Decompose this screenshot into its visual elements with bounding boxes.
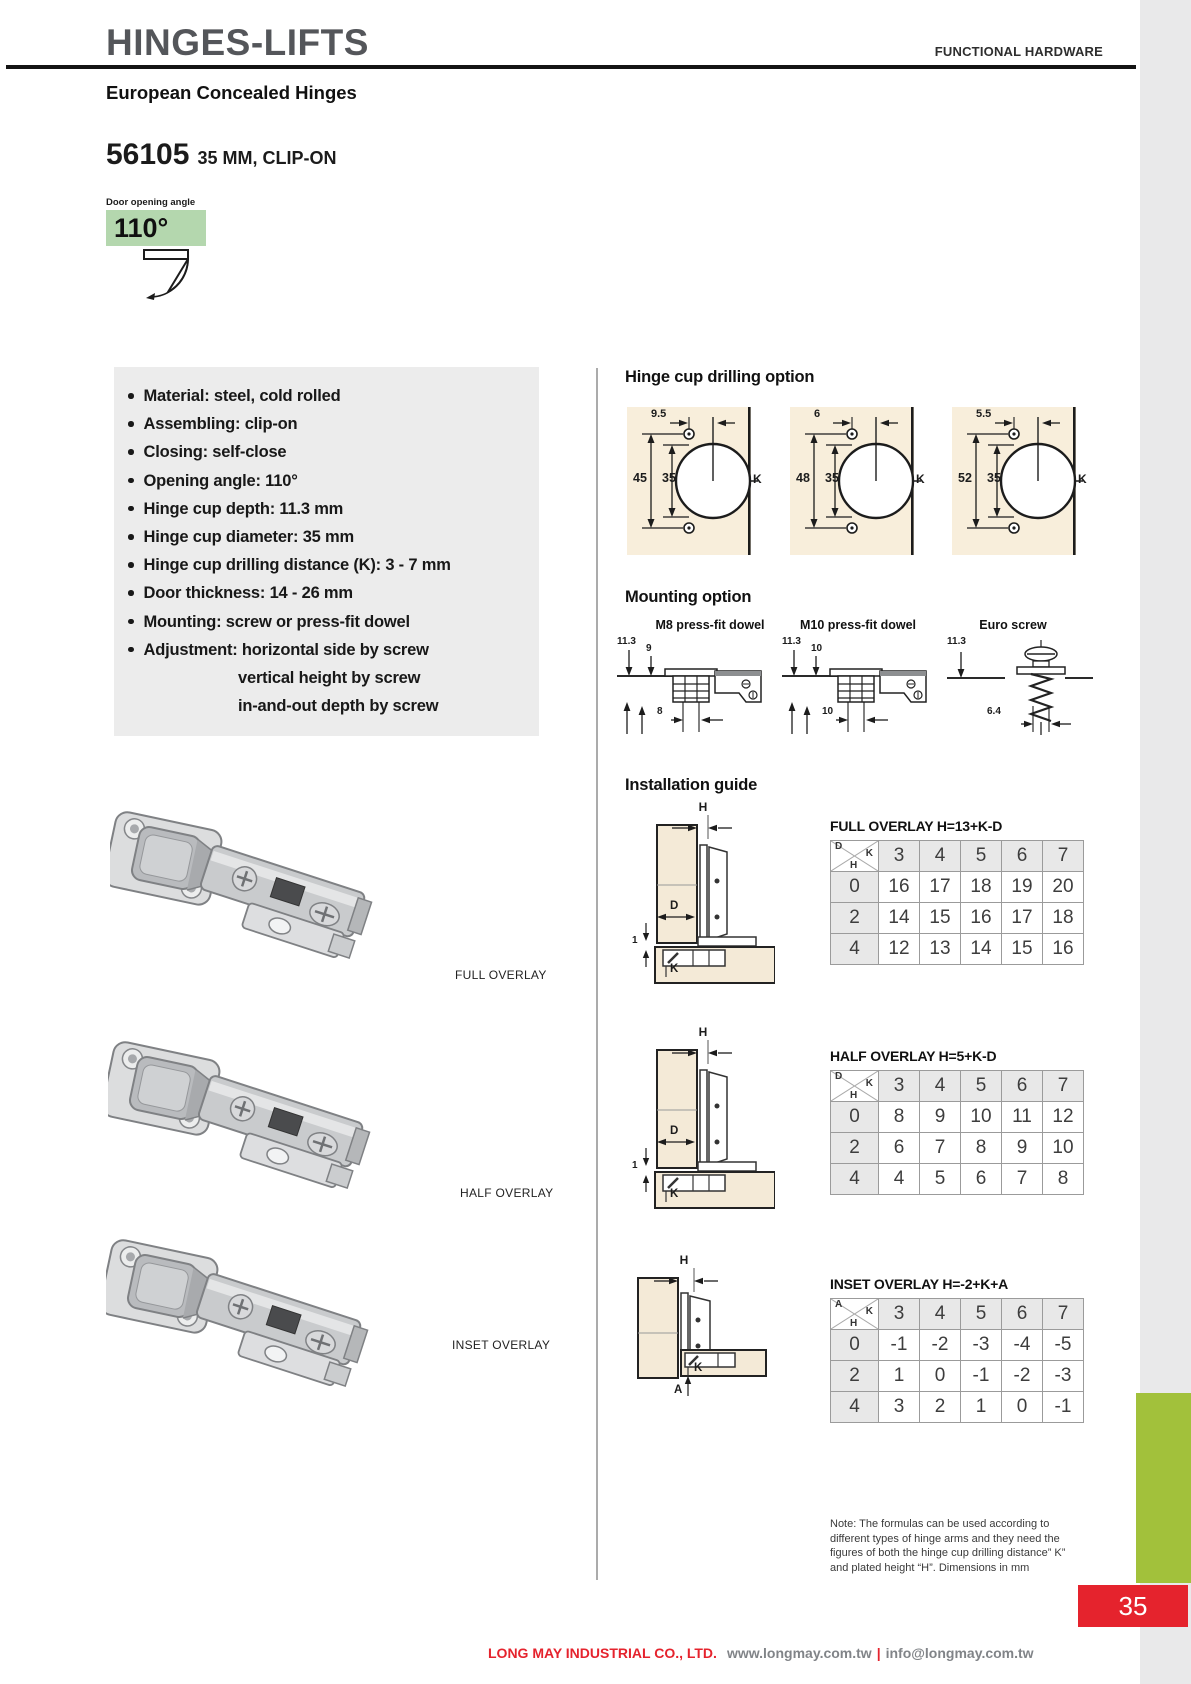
bullet-icon (128, 590, 134, 596)
dim-outer: 48 (796, 471, 810, 485)
row-header: 2 (831, 1361, 879, 1392)
dim-width: 8 (657, 706, 663, 717)
dim-top: 9.5 (651, 408, 667, 420)
dim-h: H (679, 1253, 689, 1267)
cell: 12 (1043, 1102, 1084, 1133)
mount-label-m10: M10 press-fit dowel (800, 618, 916, 632)
cell: 8 (961, 1133, 1002, 1164)
install-diagram-full (630, 800, 775, 985)
spec-item (128, 608, 539, 636)
cell: -5 (1043, 1330, 1084, 1361)
dim-k: K (753, 472, 762, 486)
section-subtitle: European Concealed Hinges (106, 82, 357, 103)
row-header: 2 (831, 903, 879, 934)
cell: 5 (920, 1164, 961, 1195)
mount-diagram-m10 (780, 636, 930, 740)
cell: 1 (961, 1392, 1002, 1423)
table-corner-cell (831, 841, 879, 872)
half-overlay-diagram (630, 1030, 775, 1210)
dim-k: K (670, 963, 679, 975)
half-overlay-table (830, 1070, 1084, 1195)
col-header: 6 (1002, 1071, 1043, 1102)
footer-company: LONG MAY INDUSTRIAL CO., LTD. (488, 1645, 717, 1661)
cell: 15 (1002, 934, 1043, 965)
product-label-full-overlay: FULL OVERLAY (455, 968, 547, 982)
col-header: 4 (920, 1071, 961, 1102)
table-row (831, 1361, 1084, 1392)
full-overlay-table-title: FULL OVERLAY H=13+K-D (830, 818, 1003, 834)
col-header: 4 (920, 841, 961, 872)
dim-inner: 35 (987, 471, 1001, 485)
dim-inner: 35 (662, 471, 676, 485)
dim-one: 1 (632, 935, 638, 946)
dim-h: H (698, 800, 708, 814)
install-diagram-half (630, 1025, 775, 1210)
cell: 14 (879, 903, 920, 934)
col-header: 7 (1043, 1071, 1084, 1102)
col-header: 3 (879, 1071, 920, 1102)
cell: 10 (1043, 1133, 1084, 1164)
cell: -2 (1002, 1361, 1043, 1392)
product-line (106, 138, 336, 172)
full-overlay-diagram (630, 805, 775, 985)
dim-one: 1 (632, 1160, 638, 1171)
cell: 6 (961, 1164, 1002, 1195)
cell: 15 (920, 903, 961, 934)
cell: 17 (1002, 903, 1043, 934)
spec-text: Hinge cup diameter: 35 mm (143, 528, 354, 547)
spec-text: Material: steel, cold rolled (143, 387, 341, 405)
full-overlay-table (830, 840, 1084, 965)
table-row (831, 1164, 1084, 1195)
cell: 12 (879, 934, 920, 965)
corner-row-var: A (835, 1299, 843, 1310)
specs-panel (114, 367, 539, 736)
cell: -2 (920, 1330, 961, 1361)
spec-item (128, 438, 539, 466)
table-row (831, 1330, 1084, 1361)
corner-out-var: H (850, 1090, 858, 1101)
dim-top: 6 (814, 408, 821, 420)
corner-col-var: K (865, 1306, 873, 1317)
spec-text: Adjustment: horizontal side by screw (143, 640, 429, 659)
cell: -4 (1002, 1330, 1043, 1361)
footer-divider: | (876, 1645, 881, 1661)
table-corner-cell (831, 1071, 879, 1102)
row-header: 4 (831, 1164, 879, 1195)
spec-continuation: in-and-out depth by screw (238, 697, 439, 716)
footer-website: www.longmay.com.tw (727, 1645, 872, 1661)
cell: 9 (1002, 1133, 1043, 1164)
footer-email: info@longmay.com.tw (885, 1645, 1034, 1661)
bullet-icon (128, 506, 134, 512)
green-accent-block (1136, 1393, 1191, 1583)
cell: 3 (879, 1392, 920, 1423)
inset-overlay-table (830, 1298, 1084, 1423)
spec-text: Door thickness: 14 - 26 mm (143, 584, 353, 603)
table-row (831, 872, 1084, 903)
bullet-icon (128, 449, 134, 455)
spec-text: Assembling: clip-on (143, 415, 298, 434)
cell: 14 (961, 934, 1002, 965)
specs-list (114, 367, 539, 720)
cell: 16 (961, 903, 1002, 934)
dowel-diagram (615, 640, 765, 740)
cell: 6 (879, 1133, 920, 1164)
cell: 18 (1043, 903, 1084, 934)
table-row (831, 1102, 1084, 1133)
footer-links (727, 1645, 1034, 1661)
installation-section-title: Installation guide (625, 776, 758, 794)
spec-item (128, 382, 539, 410)
dim-depth: 11.3 (617, 636, 636, 647)
hinge-photo-half-overlay (108, 1012, 428, 1222)
dim-d: D (670, 900, 679, 912)
cell: 16 (1043, 934, 1084, 965)
product-label-half-overlay: HALF OVERLAY (460, 1186, 554, 1200)
mounting-section-title: Mounting option (625, 588, 752, 606)
row-header: 0 (831, 1102, 879, 1133)
cell: 1 (879, 1361, 920, 1392)
spec-text: Mounting: screw or press-fit dowel (143, 612, 410, 631)
spec-item (128, 495, 539, 523)
corner-row-var: D (835, 1071, 843, 1082)
dim-width: 10 (822, 706, 834, 717)
mount-label-euro: Euro screw (979, 618, 1047, 632)
col-header: 7 (1043, 1299, 1084, 1330)
dim-h: H (698, 1025, 708, 1039)
dim-top: 5.5 (976, 408, 992, 420)
dim-k: K (916, 472, 925, 486)
cell: 0 (920, 1361, 961, 1392)
dim-depth2: 9 (646, 643, 652, 654)
inset-overlay-table-title: INSET OVERLAY H=-2+K+A (830, 1276, 1009, 1292)
spec-text: Hinge cup drilling distance (K): 3 - 7 mm (143, 556, 451, 575)
cell: 2 (920, 1392, 961, 1423)
dim-inner: 35 (825, 471, 839, 485)
cell: 18 (961, 872, 1002, 903)
cell: 11 (1002, 1102, 1043, 1133)
col-header: 5 (961, 1071, 1002, 1102)
table-row (831, 1392, 1084, 1423)
col-header: 5 (961, 1299, 1002, 1330)
opening-angle-badge: 110° (106, 210, 206, 246)
corner-out-var: H (850, 1318, 858, 1329)
hinge-photo-full-overlay (110, 782, 430, 992)
cell: 9 (920, 1102, 961, 1133)
cell: 4 (879, 1164, 920, 1195)
row-header: 4 (831, 1392, 879, 1423)
dowel-diagram (780, 640, 930, 740)
corner-row-var: D (835, 841, 843, 852)
dim-k: K (694, 1362, 703, 1374)
col-header: 3 (879, 841, 920, 872)
inset-overlay-diagram (618, 1258, 768, 1398)
table-row (831, 903, 1084, 934)
table-row (831, 934, 1084, 965)
page-title: HINGES-LIFTS (106, 22, 369, 63)
table-row (831, 1133, 1084, 1164)
spec-item (128, 467, 539, 495)
spec-text: Hinge cup depth: 11.3 mm (143, 499, 344, 518)
cell: 10 (961, 1102, 1002, 1133)
dim-k: K (1078, 472, 1087, 486)
cell: -1 (879, 1330, 920, 1361)
col-header: 6 (1002, 1299, 1043, 1330)
half-overlay-table-title: HALF OVERLAY H=5+K-D (830, 1048, 997, 1064)
row-header: 4 (831, 934, 879, 965)
spec-text: Closing: self-close (143, 443, 287, 462)
spec-item (128, 579, 539, 607)
col-header: 5 (961, 841, 1002, 872)
category-label: FUNCTIONAL HARDWARE (934, 44, 1103, 59)
spec-continuation: vertical height by screw (238, 669, 421, 688)
mount-diagram-euro (945, 636, 1095, 740)
bullet-icon (128, 534, 134, 540)
spec-item (128, 523, 539, 551)
spec-item (128, 551, 539, 579)
cell: -3 (961, 1330, 1002, 1361)
dim-depth2: 10 (811, 643, 823, 654)
dim-a: A (674, 1384, 683, 1396)
dim-width: 6.4 (987, 706, 1001, 717)
col-header: 7 (1043, 841, 1084, 872)
door-angle-label: Door opening angle (106, 197, 196, 208)
spec-text: Opening angle: 110° (143, 471, 298, 490)
note-text: Note: The formulas can be used according to different types of hinge arms and they need the figures of both the hinge cup drilling distance” K” and plated height “H”. Dimensions in mm (830, 1518, 1066, 1574)
row-header: 2 (831, 1133, 879, 1164)
dim-outer: 45 (633, 471, 647, 485)
page-number-badge: 35 (1078, 1585, 1188, 1627)
bullet-icon (128, 478, 134, 484)
col-header: 3 (879, 1299, 920, 1330)
dim-d: D (670, 1125, 679, 1137)
product-variant: 35 MM, CLIP-ON (197, 148, 337, 168)
bullet-icon (128, 421, 134, 427)
cell: -1 (961, 1361, 1002, 1392)
row-header: 0 (831, 872, 879, 903)
cell: 20 (1043, 872, 1084, 903)
euro-screw-diagram (945, 640, 1095, 740)
col-header: 4 (920, 1299, 961, 1330)
cell: 17 (920, 872, 961, 903)
cell: 16 (879, 872, 920, 903)
install-diagram-inset (618, 1253, 768, 1398)
corner-out-var: H (850, 860, 858, 871)
mount-diagram-m8 (615, 636, 765, 740)
product-code: 56105 (106, 138, 190, 171)
col-header: 6 (1002, 841, 1043, 872)
mount-label-m8: M8 press-fit dowel (655, 618, 765, 632)
drill-diagram-1 (627, 407, 767, 555)
drill-diagram-2 (790, 407, 930, 555)
product-label-inset-overlay: INSET OVERLAY (452, 1338, 551, 1352)
bullet-icon (128, 619, 134, 625)
corner-col-var: K (865, 1078, 873, 1089)
dim-outer: 52 (958, 471, 972, 485)
cell: 13 (920, 934, 961, 965)
header-rule (6, 65, 1136, 69)
table-corner-cell (831, 1299, 879, 1330)
cell: 7 (1002, 1164, 1043, 1195)
row-header: 0 (831, 1330, 879, 1361)
cell: 19 (1002, 872, 1043, 903)
corner-col-var: K (865, 848, 873, 859)
cell: 8 (1043, 1164, 1084, 1195)
cell: -3 (1043, 1361, 1084, 1392)
cell: 0 (1002, 1392, 1043, 1423)
hinge-photo-inset-overlay (106, 1210, 426, 1420)
dim-depth: 11.3 (782, 636, 801, 647)
bullet-icon (128, 562, 134, 568)
column-divider (596, 368, 598, 1580)
bullet-icon (128, 647, 134, 653)
drill-diagram-3 (952, 407, 1092, 555)
bullet-icon (128, 393, 134, 399)
spec-item (128, 410, 539, 438)
cell: -1 (1043, 1392, 1084, 1423)
spec-item (128, 636, 539, 664)
cell: 7 (920, 1133, 961, 1164)
dim-depth: 11.3 (947, 636, 966, 647)
cell: 8 (879, 1102, 920, 1133)
drilling-section-title: Hinge cup drilling option (625, 368, 815, 386)
door-swing-icon (138, 247, 202, 301)
dim-k: K (670, 1188, 679, 1200)
